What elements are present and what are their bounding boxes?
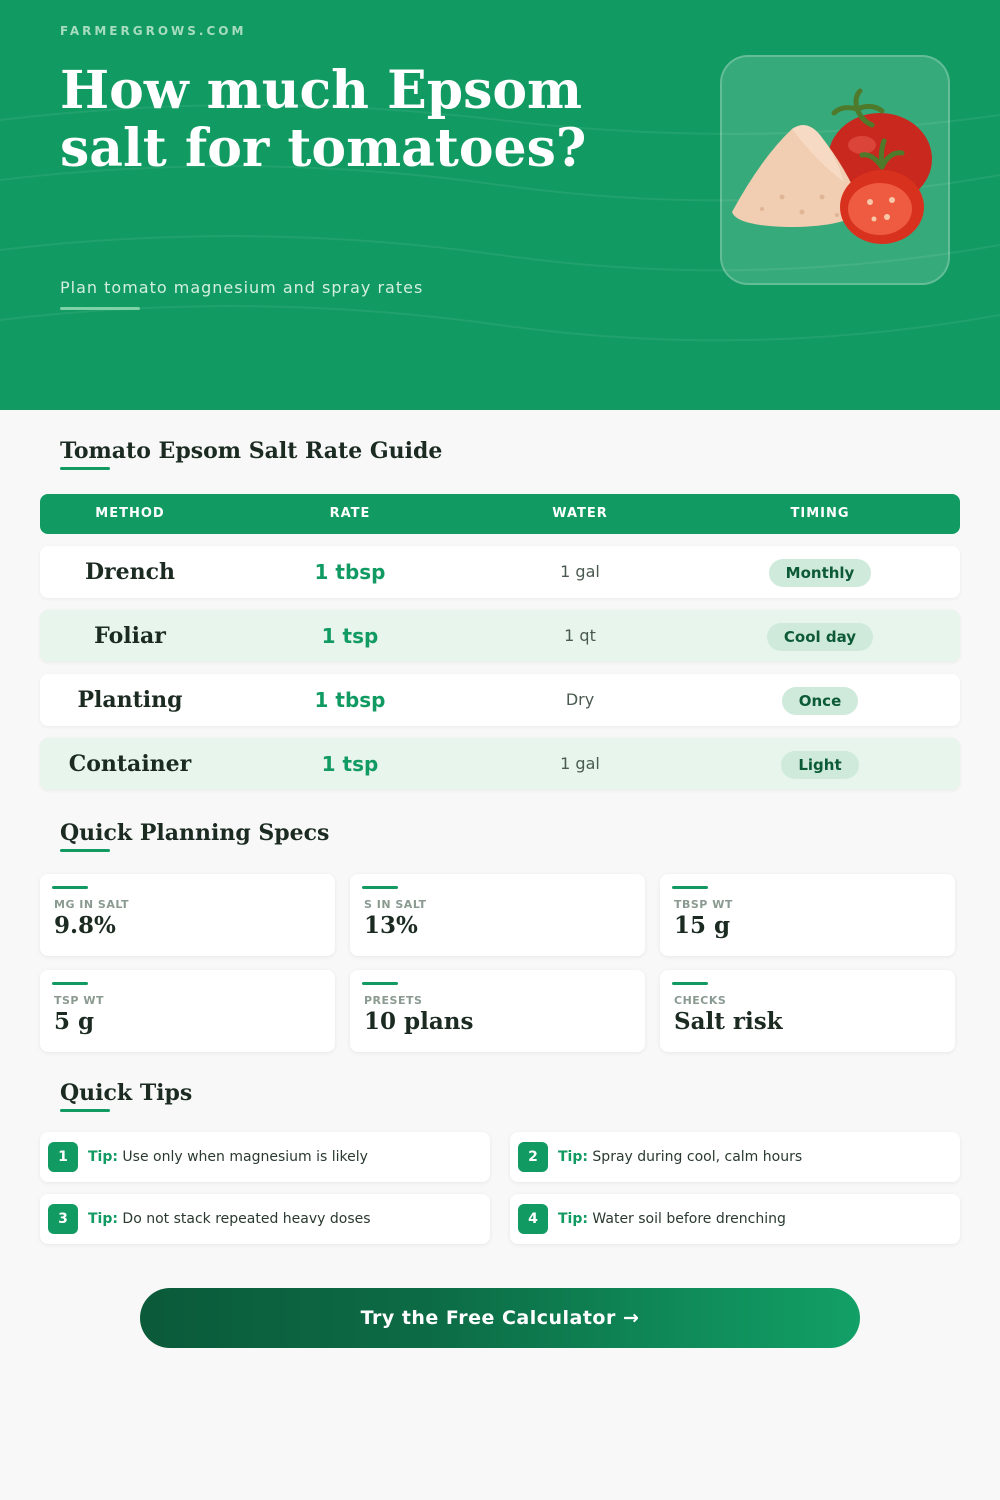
method-cell: Drench	[84, 559, 176, 585]
tip-card	[510, 1194, 960, 1244]
tip-text	[558, 1132, 802, 1182]
spec-card-s	[350, 874, 645, 956]
tip-card	[510, 1132, 960, 1182]
tip-prefix: Tip:	[88, 1149, 118, 1165]
rate-cell: 1 tbsp	[314, 560, 386, 584]
spec-accent-bar	[672, 886, 708, 889]
timing-cell	[730, 674, 910, 726]
tip-body: Spray during cool, calm hours	[592, 1149, 803, 1165]
tip-prefix: Tip:	[558, 1149, 588, 1165]
water-cell: 1 qt	[564, 626, 596, 645]
spec-card-tbsp	[660, 874, 955, 956]
hero-banner	[0, 0, 1000, 410]
table-row	[40, 738, 960, 790]
column-header-water: WATER	[552, 506, 608, 521]
spec-value: 10 plans	[364, 1008, 474, 1035]
method-cell: Planting	[77, 687, 183, 713]
spec-label: MG IN SALT	[54, 898, 130, 911]
water-cell: 1 gal	[560, 754, 600, 773]
page-subtitle: Plan tomato magnesium and spray rates	[60, 278, 424, 297]
rate-cell: 1 tsp	[321, 624, 379, 648]
timing-badge: Light	[781, 751, 858, 779]
tip-text	[88, 1132, 368, 1182]
column-header-method: METHOD	[95, 506, 165, 521]
table-header	[40, 494, 960, 534]
spec-label: PRESETS	[364, 994, 423, 1007]
table-row	[40, 674, 960, 726]
method-cell: Container	[68, 751, 192, 777]
subtitle-underline	[60, 307, 140, 310]
water-cell: Dry	[565, 690, 595, 709]
timing-cell	[730, 610, 910, 662]
tip-body: Do not stack repeated heavy doses	[122, 1211, 371, 1227]
spec-card-checks	[660, 970, 955, 1052]
free-calculator-button[interactable]: Try the Free Calculator →	[140, 1288, 860, 1348]
column-header-timing: TIMING	[790, 506, 850, 521]
spec-value: 15 g	[674, 912, 731, 939]
tip-card	[40, 1194, 490, 1244]
spec-label: S IN SALT	[364, 898, 427, 911]
tip-card	[40, 1132, 490, 1182]
spec-card-tsp	[40, 970, 335, 1052]
timing-cell	[730, 738, 910, 790]
hero-illustration-card	[720, 55, 950, 285]
tip-prefix: Tip:	[88, 1211, 118, 1227]
spec-label: TSP WT	[54, 994, 104, 1007]
spec-value: 5 g	[54, 1008, 95, 1035]
spec-value: 13%	[364, 912, 418, 939]
spec-label: CHECKS	[674, 994, 727, 1007]
guide-title-underline	[60, 467, 110, 470]
tip-number-badge: 3	[48, 1204, 78, 1234]
salt-pile-and-tomatoes-icon	[722, 57, 952, 287]
spec-label: TBSP WT	[674, 898, 733, 911]
tip-number-badge: 1	[48, 1142, 78, 1172]
spec-accent-bar	[52, 982, 88, 985]
timing-cell	[730, 546, 910, 598]
page-title: How much Epsom salt for tomatoes?	[60, 60, 587, 179]
tip-text	[558, 1194, 786, 1244]
column-header-rate: RATE	[329, 506, 371, 521]
spec-accent-bar	[362, 982, 398, 985]
tip-body: Water soil before drenching	[592, 1211, 786, 1227]
timing-badge: Monthly	[769, 559, 872, 587]
tip-number-badge: 4	[518, 1204, 548, 1234]
guide-title: Tomato Epsom Salt Rate Guide	[60, 438, 443, 464]
tips-title: Quick Tips	[60, 1080, 193, 1106]
spec-accent-bar	[362, 886, 398, 889]
rate-cell: 1 tbsp	[314, 688, 386, 712]
timing-badge: Cool day	[767, 623, 873, 651]
tip-prefix: Tip:	[558, 1211, 588, 1227]
tip-number-badge: 2	[518, 1142, 548, 1172]
method-cell: Foliar	[94, 623, 166, 649]
specs-title: Quick Planning Specs	[60, 820, 330, 846]
spec-value: 9.8%	[54, 912, 116, 939]
spec-card-mg	[40, 874, 335, 956]
tip-body: Use only when magnesium is likely	[122, 1149, 368, 1165]
spec-accent-bar	[672, 982, 708, 985]
rate-cell: 1 tsp	[321, 752, 379, 776]
specs-title-underline	[60, 849, 110, 852]
tips-title-underline	[60, 1109, 110, 1112]
spec-card-presets	[350, 970, 645, 1052]
timing-badge: Once	[782, 687, 859, 715]
spec-value: Salt risk	[674, 1008, 783, 1035]
site-name: FARMERGROWS.COM	[60, 24, 247, 38]
table-row	[40, 546, 960, 598]
tip-text	[88, 1194, 371, 1244]
spec-accent-bar	[52, 886, 88, 889]
table-row	[40, 610, 960, 662]
water-cell: 1 gal	[560, 562, 600, 581]
